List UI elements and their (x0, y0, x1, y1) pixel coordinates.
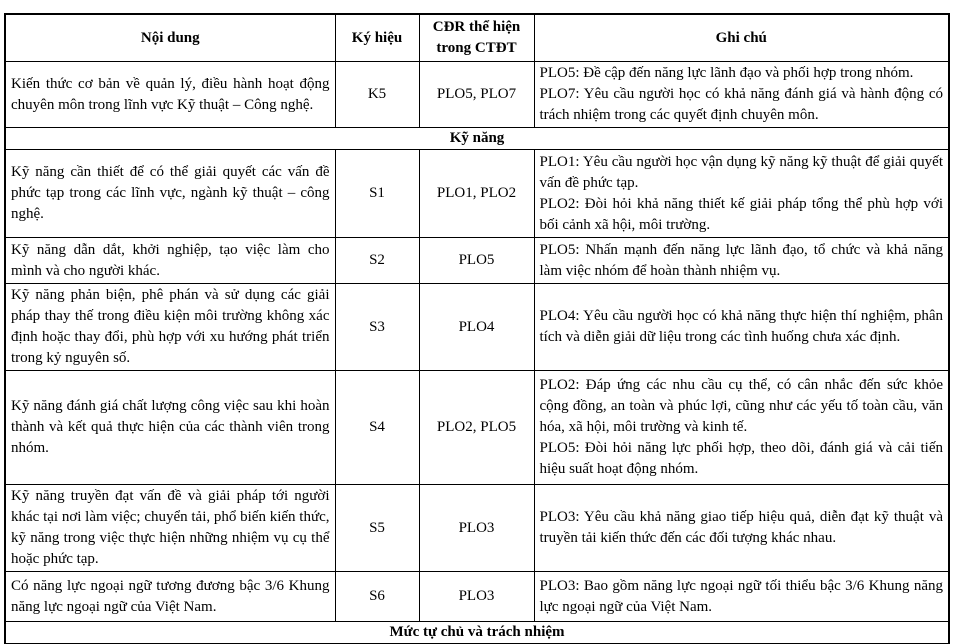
cell-ghi-chu (534, 62, 949, 128)
noi-dung-text: Kỹ năng phản biện, phê phán và sử dụng các giải pháp thay thế trong điều kiện môi trường không xác định hoặc thay đổi, phù hợp với xu hướng phát triển trong kỷ nguyên số. (11, 287, 330, 366)
cell-ghi-chu (534, 485, 949, 572)
table-row (5, 62, 949, 128)
ghi-chu-note: PLO4: Yêu cầu người học có khả năng thực hiện thí nghiệm, phân tích và diễn giải dữ liệu trong các tình huống chưa xác định. (539, 308, 943, 345)
cell-noi-dung (5, 371, 335, 485)
noi-dung-text: Kỹ năng đánh giá chất lượng công việc sau khi hoàn thành và kết quả thực hiện của các thành viên trong nhóm. (11, 398, 330, 456)
noi-dung-text: Kỹ năng dẫn dắt, khởi nghiệp, tạo việc làm cho mình và cho người khác. (11, 241, 330, 279)
ghi-chu-note: PLO3: Yêu cầu khả năng giao tiếp hiệu quả, diễn đạt kỹ thuật và truyền tải kiến thức đến các đối tượng khác nhau. (539, 509, 943, 546)
cell-cdr: PLO2, PLO5 (419, 371, 534, 485)
outcomes-table (4, 13, 950, 644)
table-row (5, 238, 949, 284)
cell-ky-hieu: S6 (335, 572, 419, 622)
cell-ghi-chu (534, 150, 949, 238)
ghi-chu-note: PLO2: Đáp ứng các nhu cầu cụ thể, có cân nhắc đến sức khỏe cộng đồng, an toàn và phúc lợi, cũng như các yếu tố toàn cầu, văn hóa, xã hội, môi trường và kinh tế. (539, 377, 943, 435)
cell-ky-hieu: S2 (335, 238, 419, 284)
table-row (5, 371, 949, 485)
ghi-chu-note: PLO2: Đòi hỏi khả năng thiết kế giải pháp tổng thể phù hợp với bối cảnh xã hội, môi trường. (539, 195, 943, 233)
ghi-chu-note: PLO5: Đòi hỏi năng lực phối hợp, theo dõi, đánh giá và cải tiến hiệu suất hoạt động nhóm. (539, 440, 943, 477)
cell-cdr: PLO3 (419, 572, 534, 622)
noi-dung-text: Kiến thức cơ bản về quản lý, điều hành hoạt động chuyên môn trong lĩnh vực Kỹ thuật – Công nghệ. (11, 75, 330, 113)
cell-ky-hieu: S1 (335, 150, 419, 238)
cell-noi-dung (5, 150, 335, 238)
table-row (5, 284, 949, 371)
ghi-chu-note: PLO1: Yêu cầu người học vận dụng kỹ năng kỹ thuật để giải quyết vấn đề phức tạp. (539, 153, 943, 191)
noi-dung-text: Có năng lực ngoại ngữ tương đương bậc 3/6 Khung năng lực ngoại ngữ của Việt Nam. (11, 577, 330, 615)
section-row-ky-nang (5, 128, 949, 150)
cell-noi-dung (5, 485, 335, 572)
cell-ky-hieu: S4 (335, 371, 419, 485)
section-label: Kỹ năng (5, 128, 949, 150)
cell-noi-dung (5, 62, 335, 128)
column-header-ky-hieu: Ký hiệu (335, 14, 419, 62)
cell-ghi-chu (534, 371, 949, 485)
ghi-chu-note: PLO3: Bao gồm năng lực ngoại ngữ tối thiểu bậc 3/6 Khung năng lực ngoại ngữ của Việt Nam. (539, 577, 943, 615)
cell-ky-hieu: S5 (335, 485, 419, 572)
column-header-ghi-chu: Ghi chú (534, 14, 949, 62)
cell-cdr: PLO3 (419, 485, 534, 572)
cell-cdr: PLO4 (419, 284, 534, 371)
table-row (5, 572, 949, 622)
section-row-muc-tu-chu (5, 622, 949, 644)
cell-noi-dung (5, 284, 335, 371)
cell-cdr: PLO1, PLO2 (419, 150, 534, 238)
column-header-noi-dung: Nội dung (5, 14, 335, 62)
cell-noi-dung (5, 238, 335, 284)
noi-dung-text: Kỹ năng truyền đạt vấn đề và giải pháp tới người khác tại nơi làm việc; chuyển tải, phổ biến kiến thức, kỹ năng trong việc thực hiện những nhiệm vụ cụ thể hoặc phức tạp. (11, 488, 330, 567)
ghi-chu-note: PLO7: Yêu cầu người học có khả năng đánh giá và hành động có trách nhiệm trong các quyết định chuyên môn. (539, 86, 943, 123)
cell-noi-dung (5, 572, 335, 622)
noi-dung-text: Kỹ năng cần thiết để có thể giải quyết các vấn đề phức tạp trong các lĩnh vực, ngành kỹ thuật – công nghệ. (11, 164, 330, 222)
cell-cdr: PLO5, PLO7 (419, 62, 534, 128)
cell-cdr: PLO5 (419, 238, 534, 284)
column-header-cdr: CĐR thể hiện trong CTĐT (419, 14, 534, 62)
cell-ghi-chu (534, 572, 949, 622)
header-row (5, 14, 949, 62)
table-row (5, 485, 949, 572)
ghi-chu-note: PLO5: Đề cập đến năng lực lãnh đạo và phối hợp trong nhóm. (539, 65, 914, 81)
cell-ky-hieu: K5 (335, 62, 419, 128)
cell-ky-hieu: S3 (335, 284, 419, 371)
cell-ghi-chu (534, 284, 949, 371)
section-label: Mức tự chủ và trách nhiệm (5, 622, 949, 644)
table-row (5, 150, 949, 238)
cell-ghi-chu (534, 238, 949, 284)
ghi-chu-note: PLO5: Nhấn mạnh đến năng lực lãnh đạo, tổ chức và khả năng làm việc nhóm để hoàn thành nhiệm vụ. (539, 241, 943, 279)
